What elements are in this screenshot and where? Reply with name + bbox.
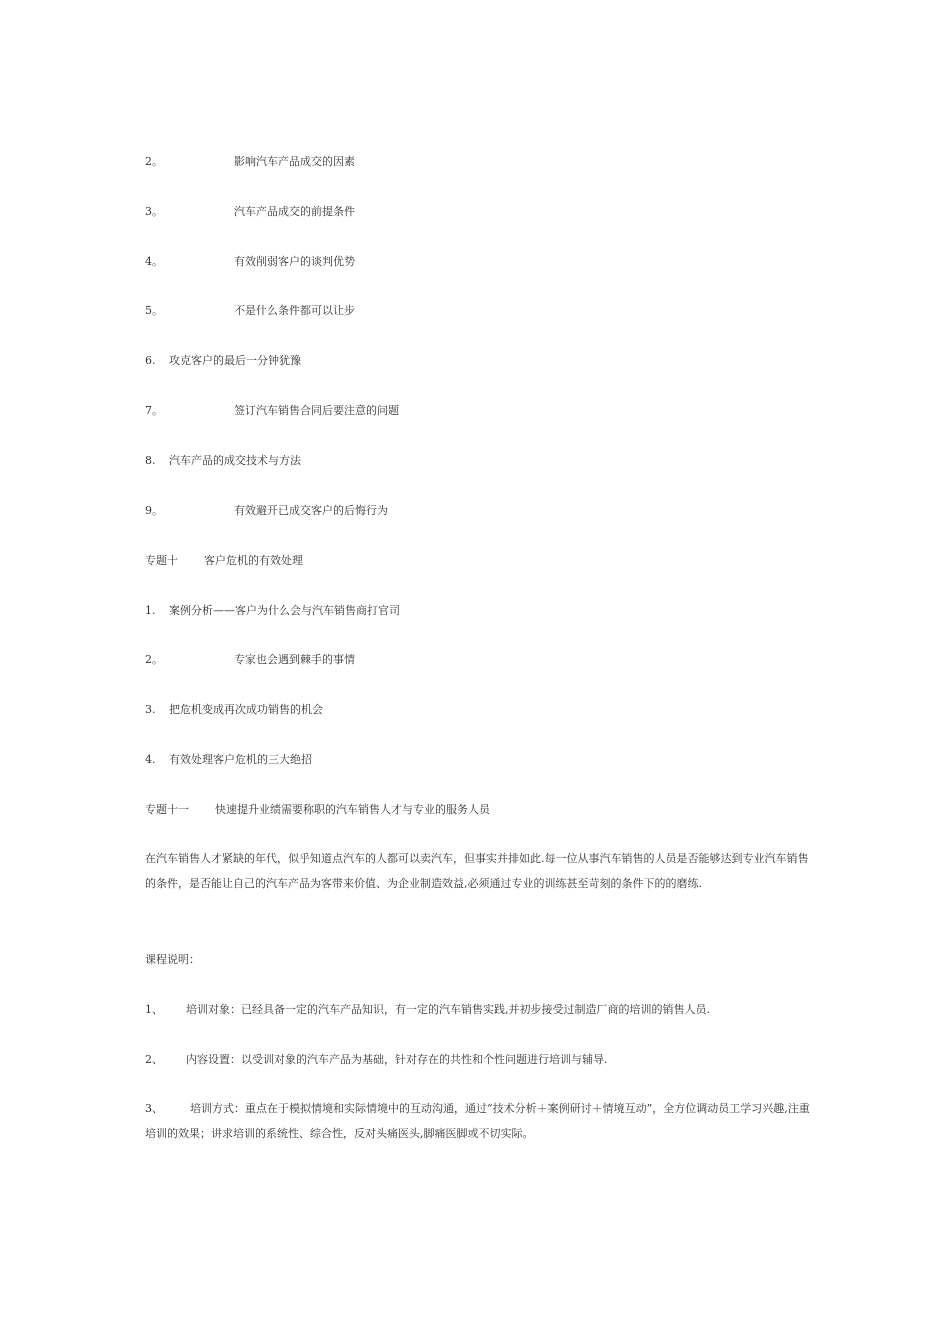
- course-text: 培训对象：已经具备一定的汽车产品知识，有一定的汽车销售实践,并初步接受过制造厂商的培训的销售人员.: [186, 1003, 710, 1016]
- list-number: 8.: [145, 454, 156, 467]
- list-text: 案例分析——客户为什么会与汽车销售商打官司: [169, 604, 400, 617]
- course-item: [145, 1096, 810, 1146]
- topic-title: 客户危机的有效处理: [204, 554, 303, 567]
- list-text: 签订汽车销售合同后要注意的问题: [234, 404, 399, 417]
- list-text: 汽车产品的成交技术与方法: [169, 454, 301, 467]
- list-text: 有效削弱客户的谈判优势: [234, 255, 355, 268]
- list-number: 1.: [145, 604, 156, 617]
- list-number: 2。: [145, 155, 163, 168]
- course-number: 2、: [145, 1053, 163, 1066]
- list-number: 7。: [145, 404, 163, 417]
- list-text: 把危机变成再次成功销售的机会: [169, 703, 323, 716]
- list-number: 6.: [145, 354, 156, 367]
- list-text: 专家也会遇到棘手的事情: [234, 653, 355, 666]
- intro-paragraph: 在汽车销售人才紧缺的年代，似乎知道点汽车的人都可以卖汽车，但事实并排如此.每一位从事汽车销售的人员是否能够达到专业汽车销售的条件，是否能让自己的汽车产品为客带来价值、为企业制造效益,必须通过专业的训练甚至苛刻的条件下的的磨练.: [145, 852, 809, 890]
- list-number: 2。: [145, 653, 163, 666]
- list-number: 4。: [145, 255, 163, 268]
- course-number: 1、: [145, 1003, 163, 1016]
- list-text: 不是什么条件都可以让步: [234, 304, 355, 317]
- list-text: 汽车产品成交的前提条件: [234, 205, 355, 218]
- course-text: 培训方式：重点在于模拟情境和实际情境中的互动沟通，通过“技术分析＋案例研讨＋情境互动”，全方位调动员工学习兴趣,注重培训的效果；讲求培训的系统性、综合性，反对头痛医头,脚痛医脚或不切实际。: [145, 1102, 810, 1140]
- topic-title: 快速提升业绩需要称职的汽车销售人才与专业的服务人员: [215, 803, 490, 816]
- course-text: 内容设置：以受训对象的汽车产品为基础，针对存在的共性和个性问题进行培训与辅导.: [186, 1053, 608, 1066]
- list-number: 5。: [145, 304, 163, 317]
- list-text: 影响汽车产品成交的因素: [234, 155, 355, 168]
- list-text: 攻克客户的最后一分钟犹豫: [169, 354, 301, 367]
- list-number: 3。: [145, 205, 163, 218]
- course-number: 3、: [145, 1102, 163, 1115]
- topic-label: 专题十一: [145, 803, 189, 816]
- list-number: 9。: [145, 504, 163, 517]
- list-text: 有效避开已成交客户的后悔行为: [234, 504, 388, 517]
- course-label: 课程说明：: [145, 953, 200, 966]
- list-number: 3.: [145, 703, 156, 716]
- topic-label: 专题十: [145, 554, 178, 567]
- list-number: 4.: [145, 753, 156, 766]
- list-text: 有效处理客户危机的三大绝招: [169, 753, 312, 766]
